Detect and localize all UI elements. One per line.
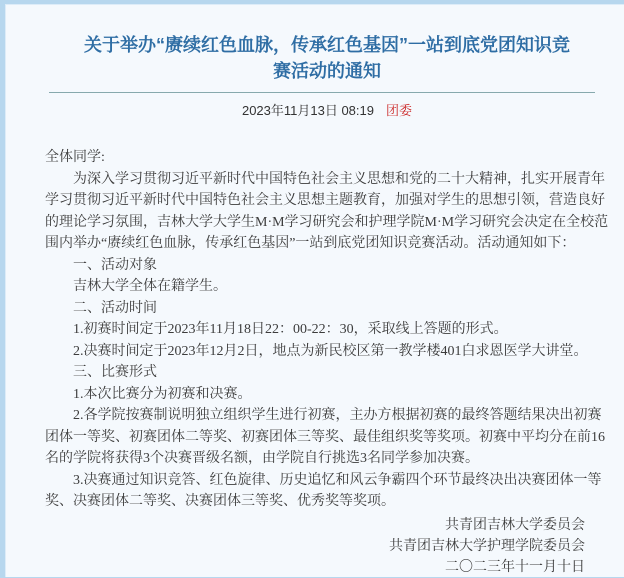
notice-title [45, 32, 609, 84]
body-paragraph-preliminary-time: 1.初赛时间定于2023年11月18日22：00-22：30，采取线上答题的形式。 [73, 322, 508, 337]
body-heading-format: 三、比赛形式 [73, 365, 157, 380]
body-paragraph-format-3: 3.决赛通过知识竞答、红色旋律、历史追忆和风云争霸四个环节最终决出决赛团体一等奖、决赛团体二等奖、决赛团体三等奖、优秀奖等奖项。 [45, 472, 602, 509]
notice-body [45, 147, 609, 513]
category-link[interactable]: 团委 [386, 103, 413, 118]
signature-block [45, 515, 609, 578]
body-paragraph-final-time: 2.决赛时间定于2023年12月2日，地点为新民校区第一教学楼401白求恩医学大讲堂。 [73, 343, 588, 359]
body-salutation: 全体同学: [45, 150, 105, 165]
signature-date: 二〇二三年十一月十日 [445, 559, 585, 575]
notice-title-line-1: 关于举办“赓续红色血脉，传承红色基因”一站到底党团知识竞 [84, 35, 570, 55]
notice-page [5, 4, 624, 577]
notice-title-line-2: 赛活动的通知 [273, 61, 381, 81]
body-paragraph-format-2: 2.各学院按赛制说明独立组织学生进行初赛，主办方根据初赛的最终答题结果决出初赛团体一等奖、初赛团体二等奖、初赛团体三等奖、最佳组织奖等奖项。初赛中平均分在前16名的学院将获得3个决赛晋级名额，由学院自行挑选3名同学参加决赛。 [45, 408, 605, 466]
signature-org-2: 共青团吉林大学护理学院委员会 [389, 538, 585, 554]
meta-row [45, 102, 609, 119]
body-paragraph-intro: 为深入学习贯彻习近平新时代中国特色社会主义思想和党的二十大精神，扎实开展青年学习贯彻习近平新时代中国特色社会主义思想主题教育，加强对学生的思想引领，营造良好的理论学习氛围，吉林大学大学生M·M学习研究会和护理学院M·M学习研究会决定在全校范围内举办“赓续红色血脉，传承红色基因”一站到底党团知识竞赛活动。活动通知如下： [45, 171, 609, 251]
notice-article [5, 4, 624, 578]
body-paragraph-targets: 吉林大学全体在籍学生。 [73, 279, 227, 294]
body-heading-schedule: 二、活动时间 [73, 300, 157, 316]
body-paragraph-format-1: 1.本次比赛分为初赛和决赛。 [73, 386, 252, 402]
signature-org-1: 共青团吉林大学委员会 [445, 517, 585, 533]
publish-datetime: 2023年11月13日 08:19 [241, 103, 374, 118]
title-divider [49, 92, 595, 93]
body-heading-targets: 一、活动对象 [73, 257, 157, 273]
